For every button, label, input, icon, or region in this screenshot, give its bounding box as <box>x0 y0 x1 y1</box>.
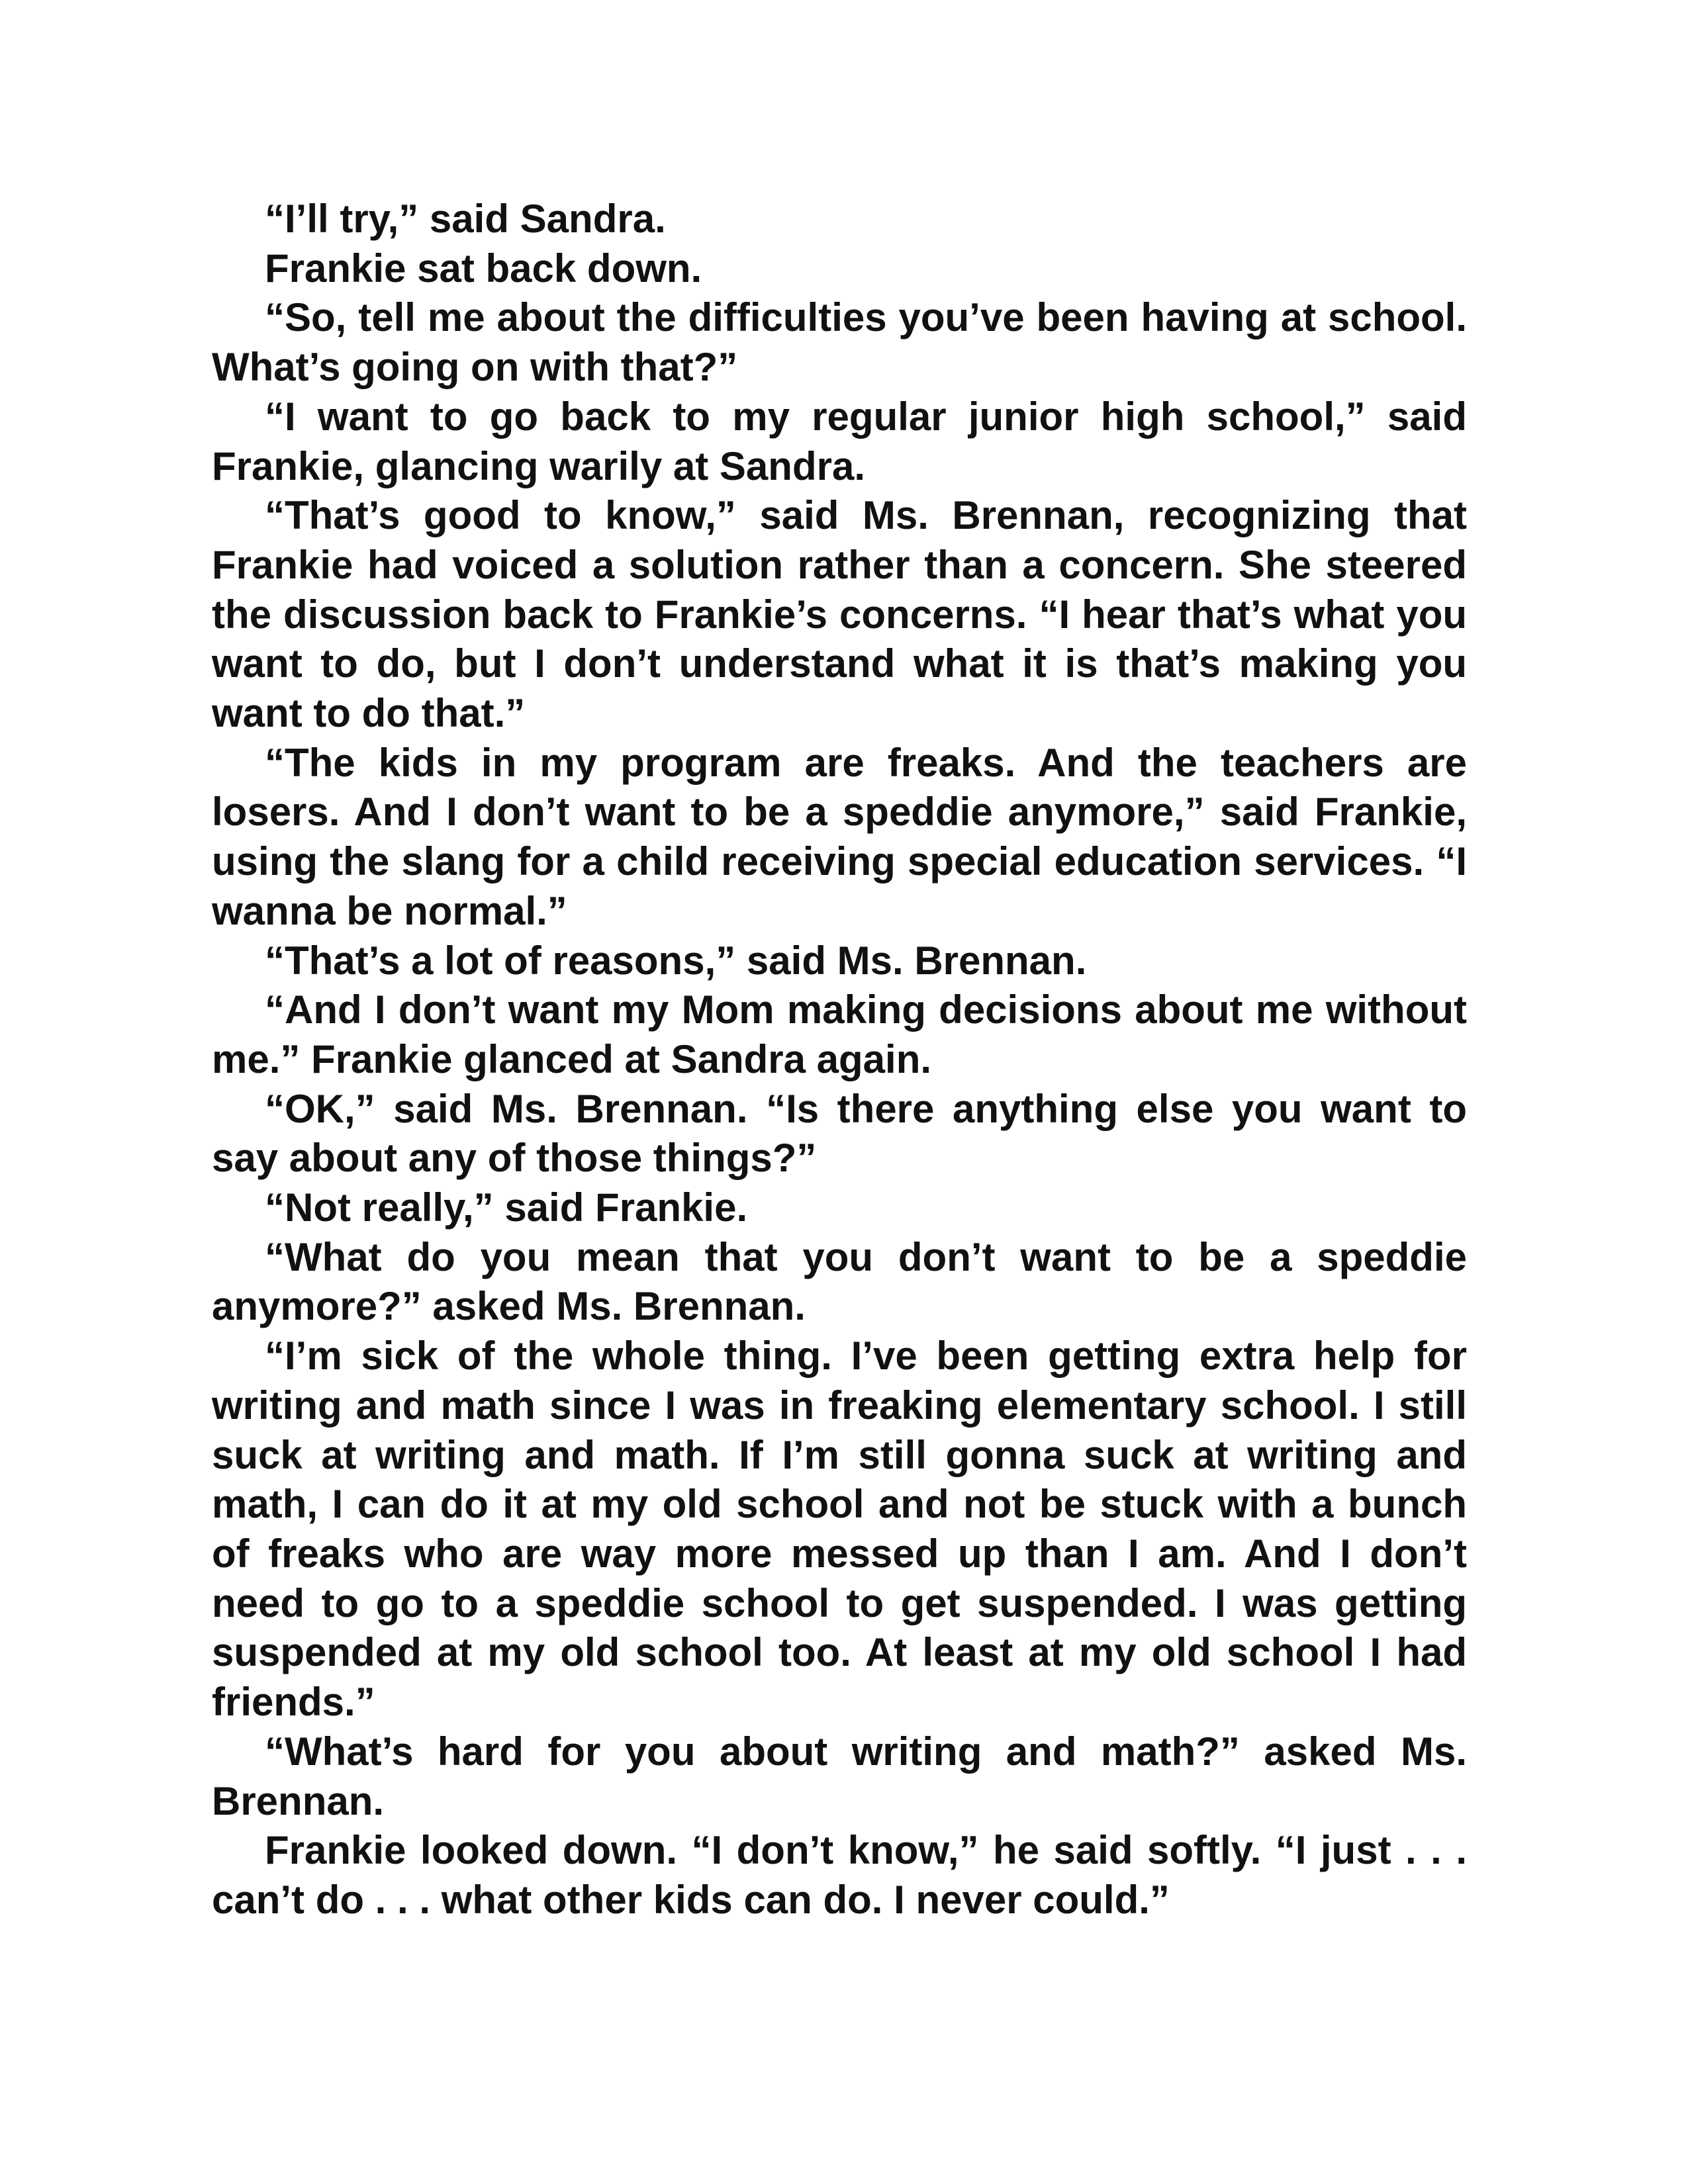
paragraph: “The kids in my program are freaks. And the teachers are losers. And I don’t want to be a speddie anymore,” said Frankie, using the slang for a child receiving special education services. “I wanna be normal.” <box>212 740 1467 933</box>
paragraph: “That’s a lot of reasons,” said Ms. Brennan. <box>265 938 1087 983</box>
paragraph: “That’s good to know,” said Ms. Brennan, recognizing that Frankie had voiced a solution rather than a concern. She steered the discussion back to Frankie’s concerns. “I hear that’s what you want to do, but I don’t understand what it is that’s making you want to do that.” <box>212 493 1467 736</box>
paragraph: “And I don’t want my Mom making decisions about me without me.” Frankie glanced at Sandra again. <box>212 987 1467 1081</box>
paragraph: “So, tell me about the difficulties you’ve been having at school. What’s going on with that?” <box>212 295 1467 390</box>
paragraph: “I’m sick of the whole thing. I’ve been getting extra help for writing and math since I was in freaking elementary school. I still suck at writing and math. If I’m still gonna suck at writing and math, I can do it at my old school and not be stuck with a bunch of freaks who are way more messed up than I am. And I don’t need to go to a speddie school to get suspended. I was getting suspended at my old school too. At least at my old school I had friends.” <box>212 1334 1467 1725</box>
paragraph: Frankie sat back down. <box>265 246 702 291</box>
paragraph: “Not really,” said Frankie. <box>265 1185 748 1230</box>
paragraph: “I want to go back to my regular junior high school,” said Frankie, glancing warily at Sandra. <box>212 394 1467 488</box>
body-text <box>212 195 1467 1925</box>
paragraph: “OK,” said Ms. Brennan. “Is there anything else you want to say about any of those things?” <box>212 1086 1467 1181</box>
paragraph: Frankie looked down. “I don’t know,” he said softly. “I just . . . can’t do . . . what other kids can do. I never could.” <box>212 1828 1467 1922</box>
paragraph: “What do you mean that you don’t want to be a speddie anymore?” asked Ms. Brennan. <box>212 1234 1467 1329</box>
paragraph: “What’s hard for you about writing and math?” asked Ms. Brennan. <box>212 1729 1467 1823</box>
paragraph: “I’ll try,” said Sandra. <box>265 197 666 241</box>
